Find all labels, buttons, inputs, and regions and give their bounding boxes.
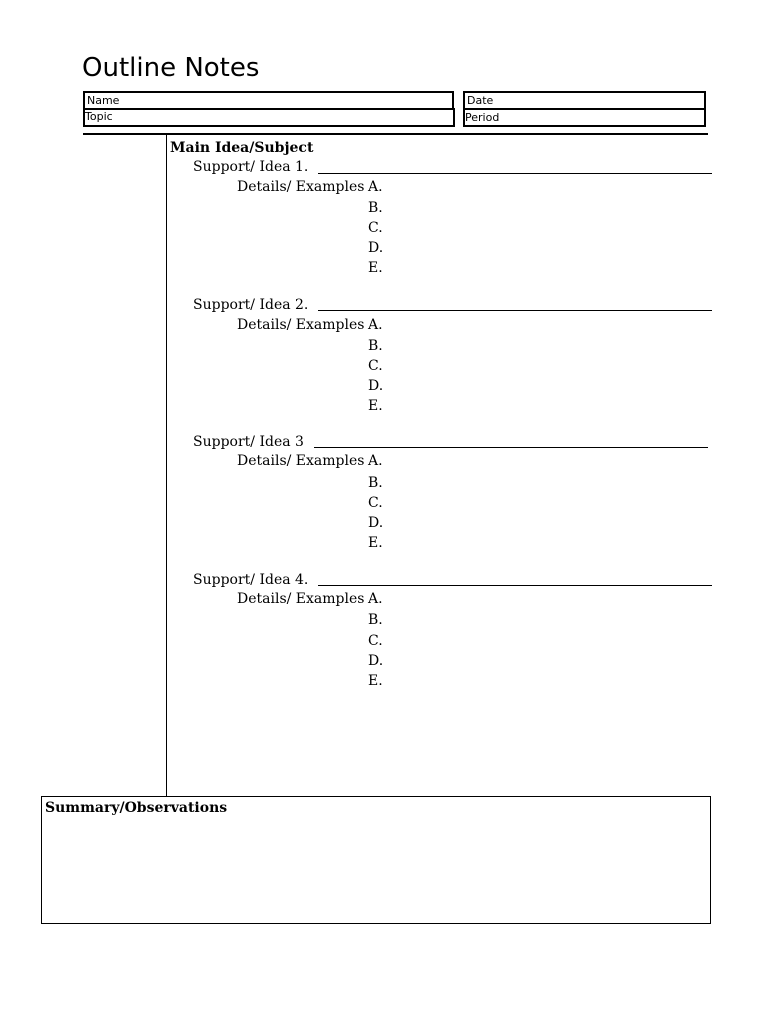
detail-2-b: B. [368, 338, 383, 354]
support-idea-1-label: Support/ Idea 1. [193, 159, 309, 175]
detail-2-d: D. [368, 378, 384, 394]
support-idea-4-label: Support/ Idea 4. [193, 572, 309, 588]
support-idea-4-line[interactable] [318, 585, 712, 586]
detail-2-c: C. [368, 358, 383, 374]
detail-1-e: E. [368, 260, 383, 276]
support-idea-2-line[interactable] [318, 310, 712, 311]
detail-2-a: A. [368, 317, 383, 333]
cue-column-divider [166, 135, 167, 797]
detail-3-b: B. [368, 475, 383, 491]
main-idea-heading: Main Idea/Subject [170, 140, 314, 156]
detail-4-a: A. [368, 591, 383, 607]
details-label-1: Details/ Examples [237, 179, 365, 195]
date-label: Date [467, 94, 494, 107]
support-idea-3-label: Support/ Idea 3 [193, 434, 304, 450]
detail-1-b: B. [368, 200, 383, 216]
detail-4-b: B. [368, 612, 383, 628]
summary-heading: Summary/Observations [45, 800, 228, 816]
topic-field[interactable] [83, 108, 455, 127]
support-idea-3-line[interactable] [314, 447, 708, 448]
detail-1-a: A. [368, 179, 383, 195]
detail-1-d: D. [368, 240, 384, 256]
detail-4-d: D. [368, 653, 384, 669]
detail-3-a: A. [368, 453, 383, 469]
detail-2-e: E. [368, 398, 383, 414]
page-title: Outline Notes [82, 53, 260, 83]
period-label: Period [465, 111, 500, 124]
details-label-3: Details/ Examples [237, 453, 365, 469]
detail-3-c: C. [368, 495, 383, 511]
details-label-4: Details/ Examples [237, 591, 365, 607]
topic-label: Topic [85, 110, 113, 123]
period-field[interactable] [463, 108, 706, 127]
detail-4-e: E. [368, 673, 383, 689]
name-label: Name [87, 94, 120, 107]
support-idea-2-label: Support/ Idea 2. [193, 297, 309, 313]
detail-3-e: E. [368, 535, 383, 551]
detail-4-c: C. [368, 633, 383, 649]
detail-1-c: C. [368, 220, 383, 236]
header-divider [83, 133, 708, 135]
detail-3-d: D. [368, 515, 384, 531]
support-idea-1-line[interactable] [318, 173, 712, 174]
details-label-2: Details/ Examples [237, 317, 365, 333]
